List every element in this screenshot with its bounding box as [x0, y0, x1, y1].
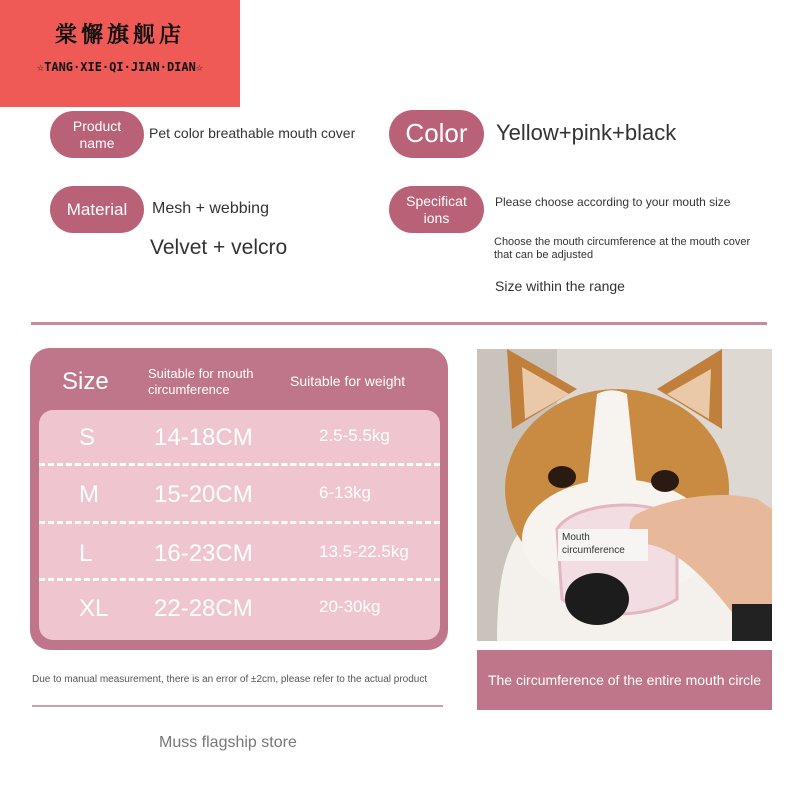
color-value: Yellow+pink+black	[496, 120, 677, 145]
size-table-header	[30, 348, 448, 410]
row-size: XL	[79, 595, 109, 622]
mouth-circle-banner: The circumference of the entire mouth circle	[477, 650, 772, 710]
row-weight: 6-13kg	[319, 483, 371, 502]
color-label: Color	[389, 110, 484, 158]
material-value-1: Mesh + webbing	[152, 200, 269, 217]
mouth-circumference-tag: Mouth circumference	[558, 529, 648, 561]
row-divider	[39, 521, 440, 524]
footer-store-name: Muss flagship store	[159, 734, 297, 751]
spec-value-2: Choose the mouth circumference at the mouth cover that can be adjusted	[494, 236, 751, 262]
header-weight: Suitable for weight	[290, 373, 406, 389]
specifications-label: Specificat ions	[389, 186, 484, 233]
size-row-s	[39, 410, 440, 467]
store-name-cn: 棠懈旗舰店	[54, 22, 185, 48]
row-mouth: 22-28CM	[154, 595, 253, 622]
measurement-note: Due to manual measurement, there is an error of ±2cm, please refer to the actual product	[32, 674, 428, 685]
material-label: Material	[50, 186, 144, 233]
row-divider	[39, 463, 440, 466]
row-weight: 20-30kg	[319, 597, 381, 616]
size-table-body	[39, 410, 440, 640]
row-weight: 2.5-5.5kg	[319, 426, 390, 445]
product-name-value: Pet color breathable mouth cover	[149, 125, 356, 141]
spec-value-3: Size within the range	[495, 278, 625, 294]
section-divider	[31, 322, 767, 325]
product-name-label: Product name	[50, 111, 144, 158]
size-row-m	[39, 467, 440, 524]
size-table	[30, 348, 448, 650]
size-row-xl	[39, 581, 440, 638]
row-size: M	[79, 481, 99, 508]
store-name-en: ☆TANG·XIE·QI·JIAN·DIAN☆	[36, 60, 204, 74]
note-divider	[32, 705, 443, 707]
row-mouth: 14-18CM	[154, 424, 253, 451]
row-mouth: 16-23CM	[154, 540, 253, 567]
row-size: L	[79, 540, 93, 567]
row-weight: 13.5-22.5kg	[319, 542, 409, 561]
material-value-2: Velvet + velcro	[150, 236, 288, 259]
row-size: S	[79, 424, 96, 451]
row-mouth: 15-20CM	[154, 481, 253, 508]
size-row-l	[39, 526, 440, 583]
store-badge	[0, 0, 240, 107]
header-size: Size	[62, 368, 109, 395]
dog-muzzle-photo	[477, 349, 772, 641]
header-mouth-circumference: Suitable for mouth circumference	[148, 366, 254, 397]
spec-value-1: Please choose according to your mouth size	[495, 195, 731, 209]
